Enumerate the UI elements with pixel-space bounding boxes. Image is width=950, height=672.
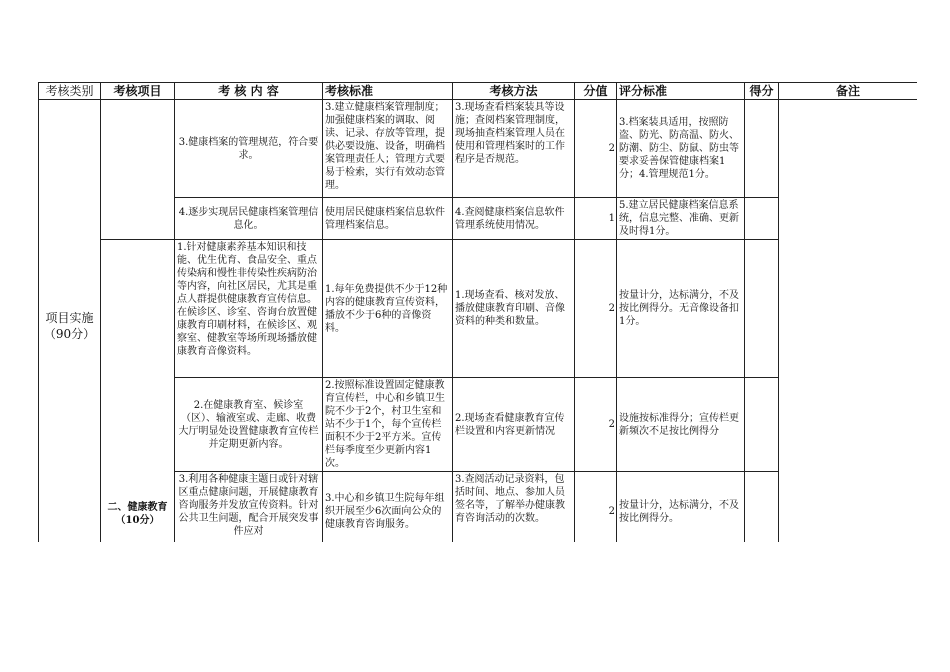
category-cell (39, 100, 101, 543)
method-cell: 1.现场查看、核对发放、播放健康教育印刷、音像资料的种类和数量。 (453, 240, 575, 378)
header-item: 考核项目 (101, 83, 175, 100)
scoring-cell: 按量计分，达标满分，不及按比例得分。 (617, 472, 745, 543)
scoring-cell: 3.档案装具适用，按照防盗、防光、防高温、防火、防潮、防尘、防鼠、防虫等要求妥善保管健康档案1分；4.管理规范1分。 (617, 100, 745, 198)
header-scoring: 评分标准 (617, 83, 745, 100)
content-cell: 4.逐步实现居民健康档案管理信息化。 (175, 198, 323, 240)
header-score: 得分 (745, 83, 779, 100)
standard-cell: 3.建立健康档案管理制度；加强健康档案的调取、阅读、记录、存放等管理，提供必要设施、设备，明确档案管理责任人；管理方式要易于检索，实行有效动态管理。 (323, 100, 453, 198)
score-cell[interactable] (745, 240, 779, 378)
score-cell[interactable] (745, 100, 779, 198)
header-remarks: 备注 (779, 83, 918, 100)
content-cell: 3.利用各种健康主题日或针对辖区重点健康问题，开展健康教育咨询服务并发放宣传资料。针对公共卫生问题，配合开展突发事件应对 (175, 472, 323, 543)
method-cell: 3.查阅活动记录资料，包括时间、地点、参加人员签名等，了解举办健康教育咨询活动的次数。 (453, 472, 575, 543)
header-category: 考核类别 (39, 83, 101, 100)
points-cell: 2 (575, 472, 617, 543)
scoring-cell: 5.建立居民健康档案信息系统，信息完整、准确、更新及时得1分。 (617, 198, 745, 240)
standard-cell: 1.每年免费提供不少于12种内容的健康教育宣传资料，播放不少于6种的音像资料。 (323, 240, 453, 378)
header-row (39, 83, 918, 100)
content-cell: 2.在健康教育室、候诊室（区）、输液室或、走廊、收费大厅明显处设置健康教育宣传栏并定期更新内容。 (175, 378, 323, 472)
standard-cell: 3.中心和乡镇卫生院每年组织开展至少6次面向公众的健康教育咨询服务。 (323, 472, 453, 543)
points-cell: 2 (575, 378, 617, 472)
item-cell-health-education: 二、健康教育（10分） (101, 240, 175, 543)
scoring-cell: 设施按标准得分；宣传栏更新频次不足按比例得分 (617, 378, 745, 472)
remarks-cell[interactable] (779, 100, 918, 543)
points-cell: 2 (575, 100, 617, 198)
assessment-sheet (38, 82, 917, 542)
header-content: 考 核 内 容 (175, 83, 323, 100)
table-row (39, 100, 918, 198)
header-method: 考核方法 (453, 83, 575, 100)
method-cell: 4.查阅健康档案信息软件管理系统使用情况。 (453, 198, 575, 240)
method-cell: 2.现场查看健康教育宣传栏设置和内容更新情况 (453, 378, 575, 472)
standard-cell: 2.按照标准设置固定健康教育宣传栏，中心和乡镇卫生院不少于2个，村卫生室和站不少于1个，每个宣传栏面积不少于2平方米。宣传栏每季度至少更新内容1次。 (323, 378, 453, 472)
standard-cell: 使用居民健康档案信息软件管理档案信息。 (323, 198, 453, 240)
item-cell-records (101, 100, 175, 240)
scoring-cell: 按量计分，达标满分，不及按比例得分。无音像设备扣1分。 (617, 240, 745, 378)
score-cell[interactable] (745, 198, 779, 240)
header-standard: 考核标准 (323, 83, 453, 100)
category-score: （90分） (43, 326, 96, 341)
content-cell: 1.针对健康素养基本知识和技能、优生优育、食品安全、重点传染病和慢性非传染性疾病防治等内容，向社区居民，尤其是重点人群提供健康教育宣传信息。在候诊区、诊室、咨询台放置健康教育印刷材料，在候诊区、观察室、健教室等场所现场播放健康教育音像资料。 (175, 240, 323, 378)
assessment-table (38, 82, 917, 542)
content-cell: 3.健康档案的管理规范，符合要求。 (175, 100, 323, 198)
score-cell[interactable] (745, 378, 779, 472)
header-points: 分值 (575, 83, 617, 100)
points-cell: 1 (575, 198, 617, 240)
score-cell[interactable] (745, 472, 779, 543)
category-name: 项目实施 (45, 310, 94, 325)
points-cell: 2 (575, 240, 617, 378)
method-cell: 3.现场查看档案装具等设施；查阅档案管理制度，现场抽查档案管理人员在使用和管理档案时的工作程序是否规范。 (453, 100, 575, 198)
